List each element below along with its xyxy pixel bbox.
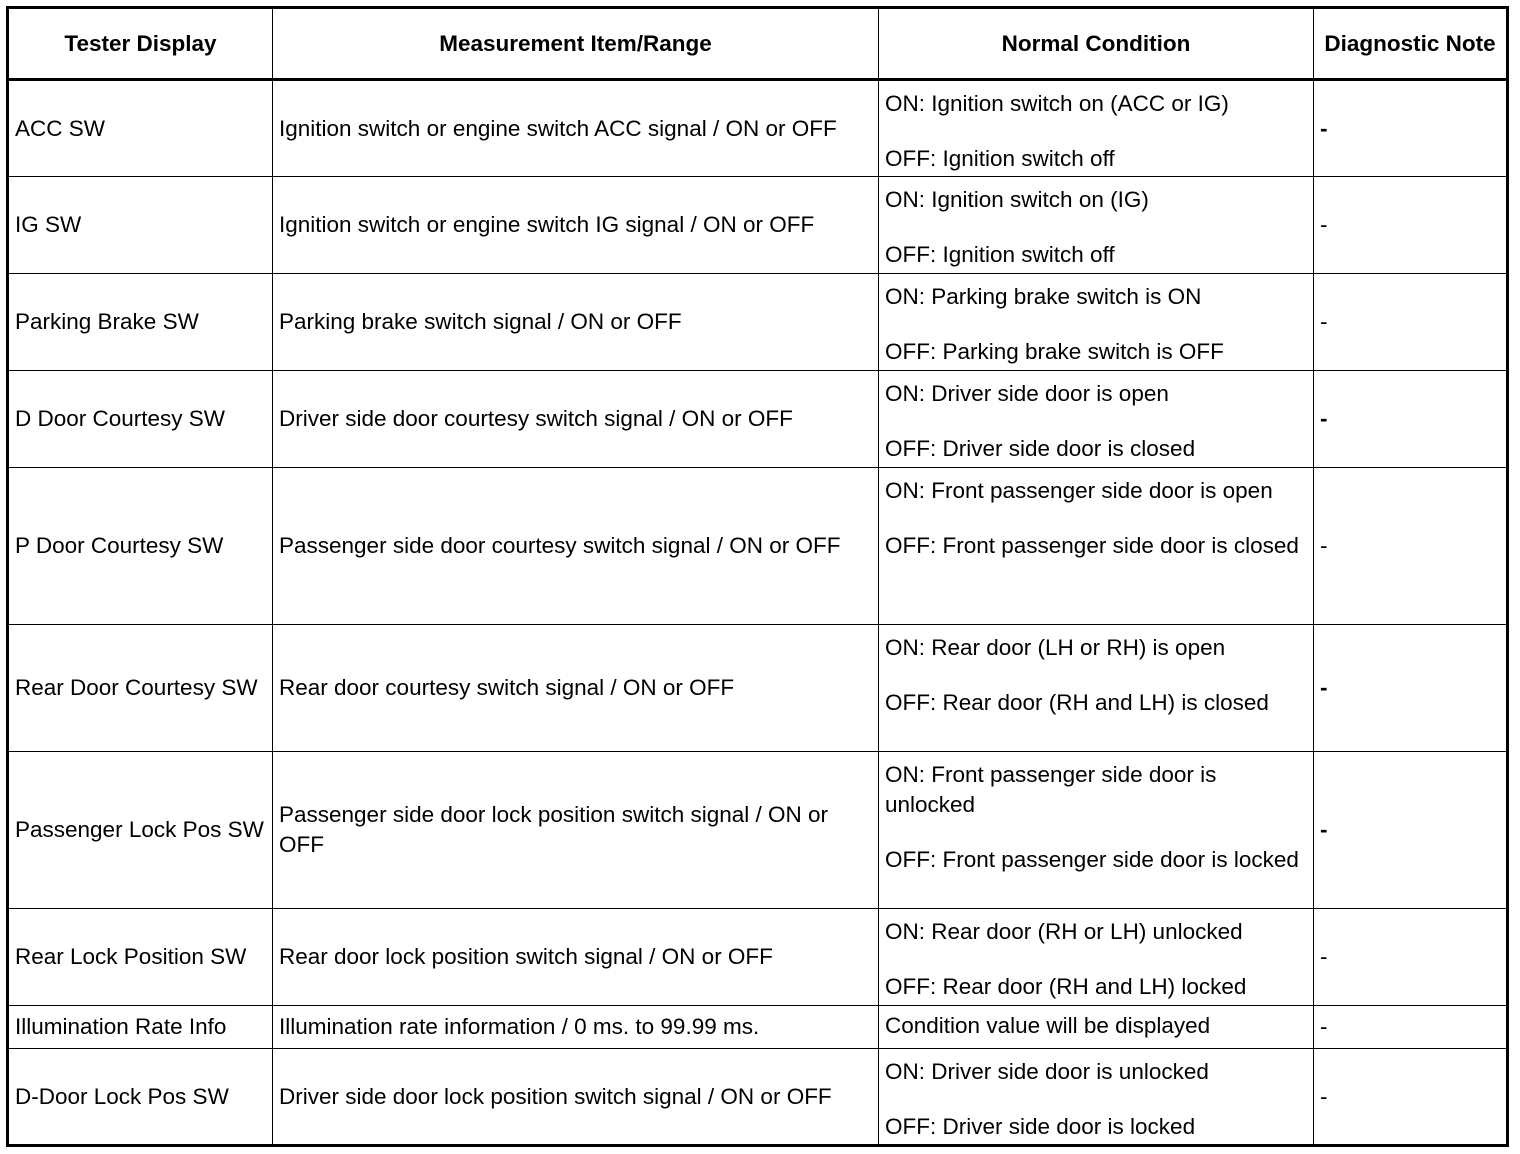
- off-condition: OFF: Parking brake switch is OFF: [885, 339, 1224, 364]
- diagnostic-note-cell: -: [1314, 1049, 1508, 1146]
- table-row: [8, 1049, 1508, 1146]
- tester-display-cell: D-Door Lock Pos SW: [8, 1049, 273, 1146]
- normal-condition-cell: [879, 1006, 1314, 1049]
- condition-text: Condition value will be displayed: [885, 1013, 1211, 1038]
- table-row: [8, 371, 1508, 468]
- on-condition: ON: Front passenger side door is open: [885, 478, 1273, 503]
- diagnostic-note-cell: -: [1314, 468, 1508, 625]
- diagnostic-note-cell: -: [1314, 274, 1508, 371]
- header-normal-condition: Normal Condition: [879, 8, 1314, 80]
- measurement-cell: Ignition switch or engine switch ACC signal / ON or OFF: [273, 80, 879, 177]
- on-condition: ON: Front passenger side door is unlocked: [885, 762, 1217, 817]
- measurement-cell: Rear door lock position switch signal / ON or OFF: [273, 909, 879, 1006]
- measurement-cell: Parking brake switch signal / ON or OFF: [273, 274, 879, 371]
- off-condition: OFF: Front passenger side door is closed: [885, 533, 1299, 558]
- on-condition: ON: Parking brake switch is ON: [885, 284, 1202, 309]
- off-condition: OFF: Ignition switch off: [885, 242, 1115, 267]
- tester-display-cell: D Door Courtesy SW: [8, 371, 273, 468]
- normal-condition-cell: [879, 274, 1314, 371]
- normal-condition-cell: [879, 371, 1314, 468]
- diagnostic-note-cell: -: [1314, 1006, 1508, 1049]
- normal-condition-cell: [879, 80, 1314, 177]
- table-row: [8, 274, 1508, 371]
- tester-display-cell: Rear Door Courtesy SW: [8, 625, 273, 752]
- tester-display-cell: IG SW: [8, 177, 273, 274]
- table-row: [8, 177, 1508, 274]
- off-condition: OFF: Front passenger side door is locked: [885, 847, 1299, 872]
- measurement-cell: Passenger side door courtesy switch signal / ON or OFF: [273, 468, 879, 625]
- off-condition: OFF: Rear door (RH and LH) locked: [885, 974, 1247, 999]
- header-measurement: Measurement Item/Range: [273, 8, 879, 80]
- tester-display-cell: ACC SW: [8, 80, 273, 177]
- measurement-cell: Rear door courtesy switch signal / ON or OFF: [273, 625, 879, 752]
- tester-display-cell: Rear Lock Position SW: [8, 909, 273, 1006]
- header-diagnostic-note: Diagnostic Note: [1314, 8, 1508, 80]
- diagnostic-note-cell: -: [1314, 80, 1508, 177]
- tester-display-cell: Parking Brake SW: [8, 274, 273, 371]
- off-condition: OFF: Ignition switch off: [885, 146, 1115, 171]
- on-condition: ON: Rear door (RH or LH) unlocked: [885, 919, 1243, 944]
- measurement-cell: Driver side door courtesy switch signal / ON or OFF: [273, 371, 879, 468]
- normal-condition-cell: [879, 625, 1314, 752]
- on-condition: ON: Rear door (LH or RH) is open: [885, 635, 1226, 660]
- tester-display-cell: Illumination Rate Info: [8, 1006, 273, 1049]
- normal-condition-cell: [879, 468, 1314, 625]
- header-row: [8, 8, 1508, 80]
- table-row: [8, 625, 1508, 752]
- table-row: [8, 752, 1508, 909]
- diagnostic-note-cell: -: [1314, 625, 1508, 752]
- normal-condition-cell: [879, 752, 1314, 909]
- normal-condition-cell: [879, 1049, 1314, 1146]
- table-row: [8, 1006, 1508, 1049]
- normal-condition-cell: [879, 177, 1314, 274]
- measurement-cell: Driver side door lock position switch signal / ON or OFF: [273, 1049, 879, 1146]
- tester-display-cell: P Door Courtesy SW: [8, 468, 273, 625]
- diagnostic-note-cell: -: [1314, 177, 1508, 274]
- diagnostic-note-cell: -: [1314, 371, 1508, 468]
- tester-display-cell: Passenger Lock Pos SW: [8, 752, 273, 909]
- off-condition: OFF: Rear door (RH and LH) is closed: [885, 690, 1269, 715]
- off-condition: OFF: Driver side door is locked: [885, 1114, 1196, 1139]
- measurement-cell: Illumination rate information / 0 ms. to 99.99 ms.: [273, 1006, 879, 1049]
- on-condition: ON: Ignition switch on (IG): [885, 187, 1149, 212]
- table-row: [8, 80, 1508, 177]
- normal-condition-cell: [879, 909, 1314, 1006]
- on-condition: ON: Ignition switch on (ACC or IG): [885, 91, 1229, 116]
- diagnostic-note-cell: -: [1314, 909, 1508, 1006]
- measurement-cell: Ignition switch or engine switch IG signal / ON or OFF: [273, 177, 879, 274]
- data-list-table: [6, 6, 1509, 1147]
- measurement-cell: Passenger side door lock position switch signal / ON or OFF: [273, 752, 879, 909]
- table-row: [8, 909, 1508, 1006]
- diagnostic-note-cell: -: [1314, 752, 1508, 909]
- on-condition: ON: Driver side door is unlocked: [885, 1059, 1209, 1084]
- off-condition: OFF: Driver side door is closed: [885, 436, 1196, 461]
- header-tester-display: Tester Display: [8, 8, 273, 80]
- table-row: [8, 468, 1508, 625]
- on-condition: ON: Driver side door is open: [885, 381, 1169, 406]
